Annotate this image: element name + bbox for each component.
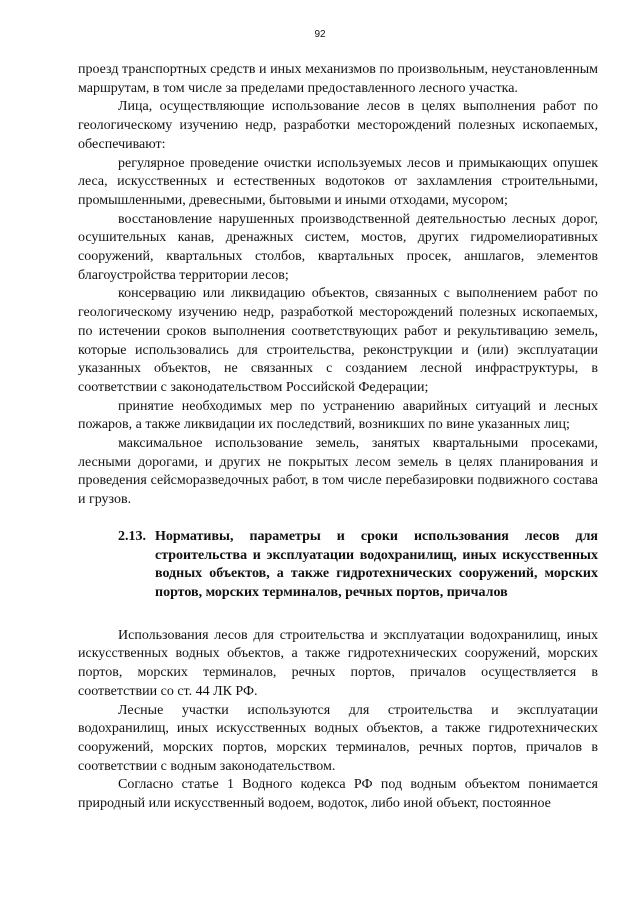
paragraph: Лица, осуществляющие использование лесов в целях выполнения работ по геологическому изучению недр, разработки месторождений полезных ископаемых, обеспечивают: <box>78 99 598 152</box>
paragraph: максимальное использование земель, занятых квартальными просеками, лесными дорогами, и других не покрытых лесом земель в целях планирования и проведения сейсморазведочных работ, в том числе перебазировки подвижного состава и грузов. <box>78 436 598 508</box>
paragraph: Лесные участки используются для строительства и эксплуатации водохранилищ, иных искусственных водных объектов, а также гидротехнических сооружений, морских портов, морских терминалов, речных портов, причалов в соответствии с водным законодательством. <box>78 702 598 774</box>
paragraph: Использования лесов для строительства и эксплуатации водохранилищ, иных искусственных водных объектов, а также гидротехнических сооружений, морских портов, морских терминалов, речных портов, причалов осуществляется в соответствии со ст. 44 ЛК РФ. <box>78 627 598 699</box>
section-heading <box>78 528 598 603</box>
paragraph: принятие необходимых мер по устранению аварийных ситуаций и лесных пожаров, а также ликвидации их последствий, возникших по вине указанных лиц; <box>78 398 598 433</box>
page-body <box>78 61 598 814</box>
paragraph: регулярное проведение очистки используемых лесов и примыкающих опушек леса, искусственных и естественных водотоков от захламления строительными, промышленными, древесными, бытовыми и иными отходами, мусором; <box>78 155 598 208</box>
section-number: 2.13. <box>118 528 146 544</box>
paragraph: восстановление нарушенных производственной деятельностью лесных дорог, осушительных канав, дренажных систем, мостов, других гидромелиоративных сооружений, квартальных столбов, квартальных просек, аншлагов, элементов благоустройства территории лесов; <box>78 211 598 283</box>
section-title: Нормативы, параметры и сроки использования лесов для строительства и эксплуатации водохранилищ, иных искусственных водных объектов, а также гидротехнических сооружений, морских портов, морских терминалов, речных портов, причалов <box>155 528 598 600</box>
paragraph: проезд транспортных средств и иных механизмов по произвольным, неустановленным маршрутам, в том числе за пределами предоставленного лесного участка. <box>78 62 598 96</box>
page-number: 92 <box>314 29 326 40</box>
paragraph: консервацию или ликвидацию объектов, связанных с выполнением работ по геологическому изучению недр, разработкой месторождений полезных ископаемых, по истечении сроков выполнения соответствующих работ и рекультивацию земель, которые использовались для строительства, реконструкции и (или) эксплуатации указанных объектов, не связанных с созданием лесной инфраструктуры, в соответствии с законодательством Российской Федерации; <box>78 286 598 395</box>
paragraph: Согласно статье 1 Водного кодекса РФ под водным объектом понимается природный или искусственный водоем, водоток, либо иной объект, постоянное <box>78 777 598 812</box>
